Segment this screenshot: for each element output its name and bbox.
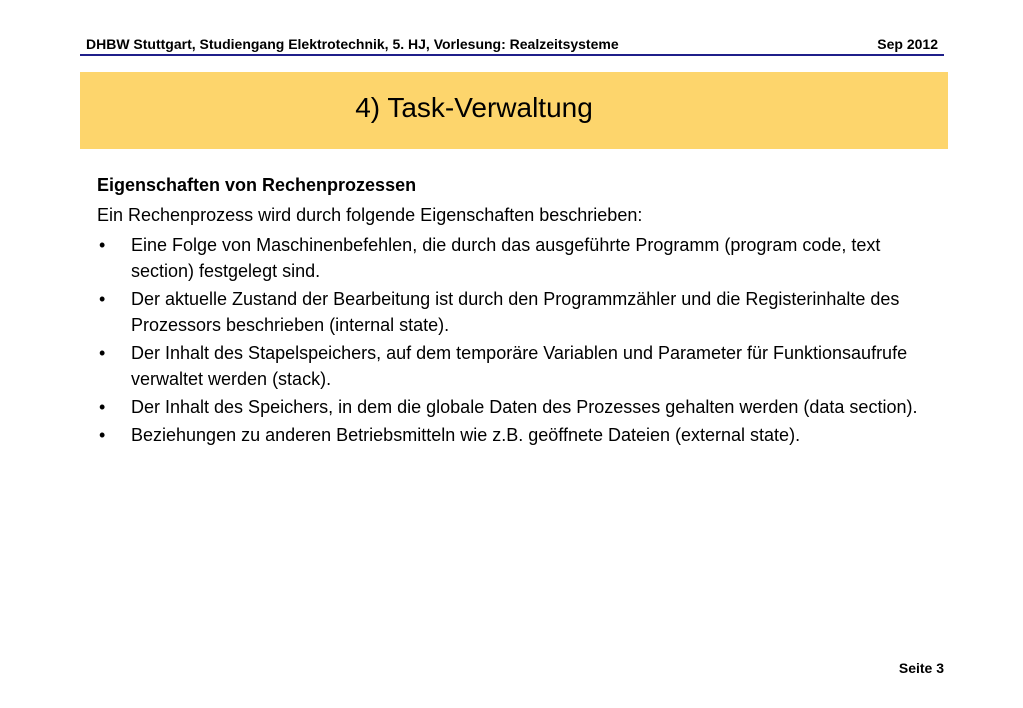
section-subheading: Eigenschaften von Rechenprozessen [97,175,417,195]
bullet-text: Beziehungen zu anderen Betriebsmitteln wie z.B. geöffnete Dateien (external state). [131,425,801,445]
bullet-item [97,232,927,284]
bullet-item [97,286,927,338]
slide-header [80,34,944,54]
header-course-info: DHBW Stuttgart, Studiengang Elektrotechnik, 5. HJ, Vorlesung: Realzeitsysteme [86,36,619,52]
bullet-item [97,422,927,448]
bullet-text: Der Inhalt des Stapelspeichers, auf dem temporäre Variablen und Parameter für Funktionsaufrufe verwaltet werden (stack). [131,343,908,389]
bullet-marker: • [99,343,106,363]
bullet-marker: • [99,397,106,417]
bullet-marker: • [99,289,106,309]
slide-title: 4) Task-Verwaltung [355,92,593,123]
bullet-text: Eine Folge von Maschinenbefehlen, die durch das ausgeführte Programm (program code, text section) festgelegt sind. [131,235,881,281]
bullet-item [97,340,927,392]
intro-text: Ein Rechenprozess wird durch folgende Eigenschaften beschrieben: [97,205,643,225]
bullet-marker: • [99,235,106,255]
bullet-text: Der aktuelle Zustand der Bearbeitung ist durch den Programmzähler und die Registerinhalte des Prozessors beschrieben (internal state). [131,289,900,335]
bullet-item [97,394,927,420]
page-number: Seite 3 [898,660,944,676]
bullet-list [97,232,927,448]
header-date: Sep 2012 [877,36,938,52]
bullet-text: Der Inhalt des Speichers, in dem die globale Daten des Prozesses gehalten werden (data section). [131,397,918,417]
header-divider [80,54,944,56]
bullet-marker: • [99,425,106,445]
slide-content [97,172,927,450]
